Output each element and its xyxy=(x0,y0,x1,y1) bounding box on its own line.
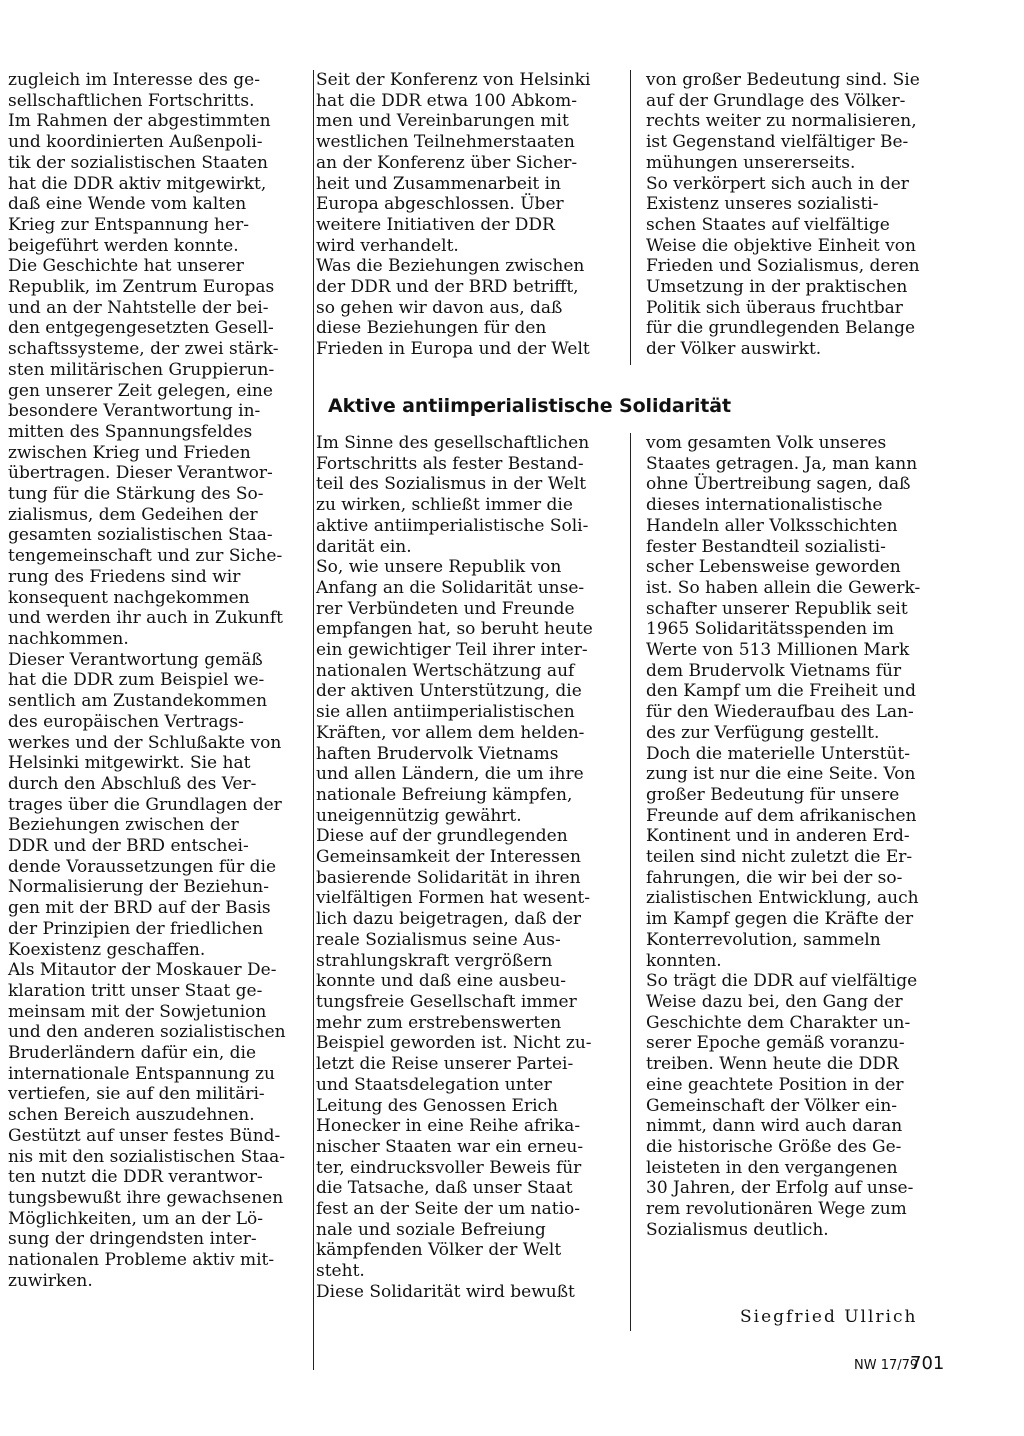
paragraph: Doch die materielle Unterstüt- zung ist nur die eine Seite. Von großer Bedeutung für unsere Freunde auf dem afrikanischen Kontinent und in anderen Erd- teilen sind nicht zuletzt die Er- fahrungen, die wir bei der so- zialistischen Entwicklung, auch im Kampf gegen die Kräfte der Konterrevolution, sammeln konnten. xyxy=(646,743,919,971)
text-column-middle-top xyxy=(316,70,618,360)
paragraph: Als Mitautor der Moskauer De- klaration tritt unser Staat ge- meinsam mit der Sowjetunion und den anderen sozialistischen Bruderländern dafür ein, die internationale Entspannung zu vertiefen, sie auf den militäri- schen Bereich auszudehnen. xyxy=(8,960,286,1126)
column-rule-right-top xyxy=(630,70,631,365)
page-number: 701 xyxy=(910,1353,945,1374)
text-column-right-top xyxy=(646,70,946,360)
paragraph: von großer Bedeutung sind. Sie auf der Grundlage des Völker- rechts weiter zu normalisieren, ist Gegenstand vielfältiger Be- mühungen unsererseits. xyxy=(646,70,920,173)
column-rule-right-bottom xyxy=(630,433,631,1331)
text-column-right-bottom xyxy=(646,433,946,1240)
paragraph: Gestützt auf unser festes Bünd- nis mit den sozialistischen Staa- ten nutzt die DDR verantwor- tungsbewußt ihre gewachsenen Möglichkeiten, um an der Lö- sung der dringendsten inter- nationalen Probleme aktiv mit- zuwirken. xyxy=(8,1125,286,1291)
paragraph: Die Geschichte hat unserer Republik, im Zentrum Europas und an der Nahtstelle der bei- den entgegengesetzten Gesell- schaftssysteme, der zwei stärk- sten militärischen Gruppierun- gen unserer Zeit gelegen, eine besondere Verantwortung in- mitten des Spannungsfeldes zwischen Krieg und Frieden übertragen. Dieser Verantwor- tung für die Stärkung des So- zialismus, dem Gedeihen der gesamten sozialistischen Staa- tengemeinschaft und zur Siche- rung des Friedens sind wir konsequent nachgekommen und werden ihr auch in Zukunft nachkommen. xyxy=(8,256,283,649)
column-rule-left xyxy=(313,70,314,1370)
paragraph: Seit der Konferenz von Helsinki hat die DDR etwa 100 Abkom- men und Vereinbarungen mit westlichen Teilnehmerstaaten an der Konferenz über Sicher- heit und Zusammenarbeit in Europa abgeschlossen. Über weitere Initiativen der DDR wird verhandelt. xyxy=(316,70,591,256)
text-column-left xyxy=(8,70,310,1291)
issue-reference: NW 17/79 xyxy=(854,1358,919,1373)
section-heading: Aktive antiimperialistische Solidarität xyxy=(328,395,731,417)
paragraph: Dieser Verantwortung gemäß hat die DDR zum Beispiel we- sentlich am Zustandekommen des europäischen Vertrags- werkes und der Schlußakte von Helsinki mitgewirkt. Sie hat durch den Abschluß des Ver- trages über die Grundlagen der Beziehungen zwischen der DDR und der BRD entschei- dende Voraussetzungen für die Normalisierung der Beziehun- gen mit der BRD auf der Basis der Prinzipien der friedlichen Koexistenz geschaffen. xyxy=(8,649,282,960)
paragraph: vom gesamten Volk unseres Staates getragen. Ja, man kann ohne Übertreibung sagen, daß dieses internationalistische Handeln aller Volksschichten fester Bestandteil sozialisti- scher Lebensweise geworden ist. So haben allein die Gewerk- schafter unserer Republik seit 1965 Solidaritätsspenden im Werte von 513 Millionen Mark dem Brudervolk Vietnams für den Kampf um die Freiheit und für den Wiederaufbau des Lan- des zur Verfügung gestellt. xyxy=(646,433,921,743)
author-signature: Siegfried Ullrich xyxy=(740,1307,918,1327)
paragraph: So trägt die DDR auf vielfältige Weise dazu bei, den Gang der Geschichte dem Charakter un- serer Epoche gemäß voranzu- treiben. Wenn heute die DDR eine geachtete Position in der Gemeinschaft der Völker ein- nimmt, dann wird auch daran die historische Größe des Ge- leisteten in den vergangenen 30 Jahren, der Erfolg auf unse- rem revolutionären Wege zum Sozialismus deutlich. xyxy=(646,971,918,1240)
paragraph: So, wie unsere Republik von Anfang an die Solidarität unse- rer Verbündeten und Freunde empfangen hat, so beruht heute ein gewichtiger Teil ihrer inter- nationalen Wertschätzung auf der aktiven Unterstützung, die sie allen antiimperialistischen Kräften, vor allem dem helden- haften Brudervolk Vietnams und allen Ländern, die um ihre nationale Befreiung kämpfen, uneigennützig gewährt. xyxy=(316,557,593,826)
text-column-middle-bottom xyxy=(316,433,622,1303)
paragraph: So verkörpert sich auch in der Existenz unseres sozialisti- schen Staates auf vielfältige Weise die objektive Einheit von Frieden und Sozialismus, deren Umsetzung in der praktischen Politik sich überaus fruchtbar für die grundlegenden Belange der Völker auswirkt. xyxy=(646,173,920,360)
paragraph: Im Sinne des gesellschaftlichen Fortschritts als fester Bestand- teil des Sozialismus in der Welt zu wirken, schließt immer die aktive antiimperialistische Soli- darität ein. xyxy=(316,433,590,557)
paragraph: Diese Solidarität wird bewußt xyxy=(316,1281,575,1302)
paragraph: zugleich im Interesse des ge- sellschaftlichen Fortschritts. Im Rahmen der abgestimmten und koordinierten Außenpoli- tik der sozialistischen Staaten hat die DDR aktiv mitgewirkt, daß eine Wende vom kalten Krieg zur Entspannung her- beigeführt werden konnte. xyxy=(8,70,271,256)
paragraph: Was die Beziehungen zwischen der DDR und der BRD betrifft, so gehen wir davon aus, daß diese Beziehungen für den Frieden in Europa und der Welt xyxy=(316,256,590,360)
paragraph: Diese auf der grundlegenden Gemeinsamkeit der Interessen basierende Solidarität in ihren vielfältigen Formen hat wesent- lich dazu beigetragen, daß der reale Sozialismus seine Aus- strahlungskraft vergrößern konnte und daß eine ausbeu- tungsfreie Gesellschaft immer mehr zum erstrebenswerten Beispiel geworden ist. Nicht zu- letzt die Reise unserer Partei- und Staatsdelegation unter Leitung des Genossen Erich Honecker in eine Reihe afrika- nischer Staaten war ein erneu- ter, eindrucksvoller Beweis für die Tatsache, daß unser Staat fest an der Seite der um natio- nale und soziale Befreiung kämpfenden Völker der Welt steht. xyxy=(316,826,592,1282)
